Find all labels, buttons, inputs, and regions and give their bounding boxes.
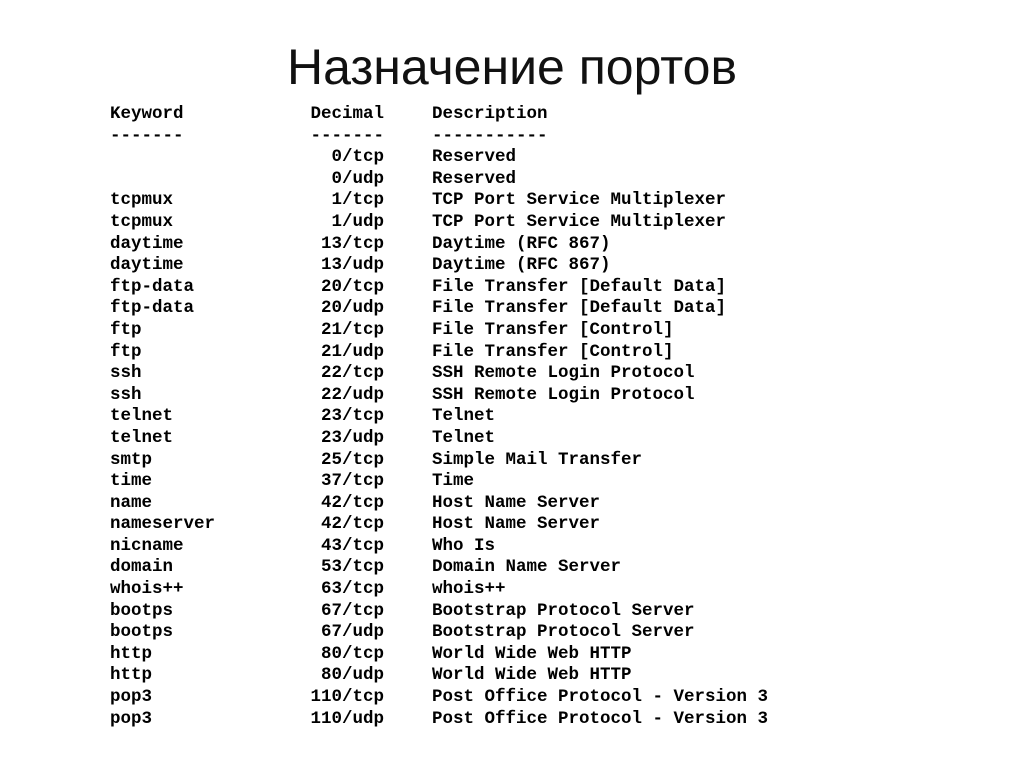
cell-description: SSH Remote Login Protocol: [432, 384, 695, 405]
cell-description: Telnet: [432, 427, 496, 448]
cell-decimal: 110/udp: [310, 708, 384, 729]
header-description: Description: [432, 104, 548, 124]
column-gap: [384, 234, 432, 256]
cell-description: Daytime (RFC 867): [432, 233, 611, 254]
cell-description: Reserved: [432, 168, 517, 189]
cell-keyword: ftp-data: [110, 298, 195, 319]
table-row: [110, 471, 768, 493]
table-header-row: [110, 104, 768, 126]
table-row: [110, 298, 768, 320]
column-gap: [384, 644, 432, 666]
column-gap: [384, 104, 432, 126]
table-row: [110, 709, 768, 731]
column-gap: [384, 212, 432, 234]
table-row: [110, 385, 768, 407]
cell-decimal: 13/tcp: [320, 233, 384, 254]
header-decimal: Decimal: [310, 104, 384, 124]
cell-description: File Transfer [Control]: [432, 341, 674, 362]
cell-decimal: 53/tcp: [320, 557, 384, 578]
cell-description: Bootstrap Protocol Server: [432, 622, 695, 643]
cell-description: File Transfer [Default Data]: [432, 298, 727, 319]
cell-keyword: telnet: [110, 427, 174, 448]
cell-keyword: ftp-data: [110, 276, 195, 297]
cell-decimal: 1/udp: [331, 211, 384, 232]
table-row: [110, 255, 768, 277]
cell-keyword: whois++: [110, 579, 184, 600]
cell-keyword: http: [110, 665, 153, 686]
column-gap: [384, 665, 432, 687]
cell-decimal: 110/tcp: [310, 687, 384, 708]
cell-description: Host Name Server: [432, 492, 601, 513]
cell-keyword: bootps: [110, 622, 174, 643]
column-gap: [384, 450, 432, 472]
cell-decimal: 13/udp: [320, 255, 384, 276]
cell-keyword: bootps: [110, 600, 174, 621]
column-gap: [384, 169, 432, 191]
cell-decimal: 80/udp: [320, 665, 384, 686]
table-row: [110, 493, 768, 515]
table-row: [110, 277, 768, 299]
cell-description: Daytime (RFC 867): [432, 255, 611, 276]
table-row: [110, 190, 768, 212]
cell-keyword: domain: [110, 557, 174, 578]
cell-description: File Transfer [Control]: [432, 319, 674, 340]
table-row: [110, 363, 768, 385]
cell-decimal: 80/tcp: [320, 643, 384, 664]
slide-title: Назначение портов: [287, 38, 737, 95]
cell-description: Simple Mail Transfer: [432, 449, 643, 470]
column-gap: [384, 126, 432, 148]
column-gap: [384, 709, 432, 731]
column-gap: [384, 342, 432, 364]
table-row: [110, 320, 768, 342]
column-gap: [384, 493, 432, 515]
column-gap: [384, 687, 432, 709]
column-gap: [384, 406, 432, 428]
cell-keyword: telnet: [110, 406, 174, 427]
cell-description: TCP Port Service Multiplexer: [432, 211, 727, 232]
column-gap: [384, 363, 432, 385]
underline-description: -----------: [432, 125, 548, 146]
table-row: [110, 622, 768, 644]
cell-keyword: name: [110, 492, 153, 513]
table-row: [110, 536, 768, 558]
cell-description: File Transfer [Default Data]: [432, 276, 727, 297]
cell-decimal: 63/tcp: [320, 579, 384, 600]
table-row: [110, 342, 768, 364]
cell-description: Bootstrap Protocol Server: [432, 600, 695, 621]
cell-keyword: smtp: [110, 449, 153, 470]
cell-keyword: ftp: [110, 341, 142, 362]
cell-decimal: 42/tcp: [320, 492, 384, 513]
cell-description: Post Office Protocol - Version 3: [432, 687, 769, 708]
underline-keyword: -------: [110, 125, 184, 146]
cell-decimal: 21/udp: [320, 341, 384, 362]
table-row: [110, 406, 768, 428]
table-row: [110, 644, 768, 666]
cell-keyword: daytime: [110, 255, 184, 276]
cell-description: Post Office Protocol - Version 3: [432, 708, 769, 729]
cell-decimal: 67/udp: [320, 622, 384, 643]
table-row: [110, 450, 768, 472]
cell-decimal: 23/udp: [320, 427, 384, 448]
cell-decimal: 20/udp: [320, 298, 384, 319]
cell-decimal: 1/tcp: [331, 190, 384, 211]
cell-decimal: 23/tcp: [320, 406, 384, 427]
cell-decimal: 22/tcp: [320, 363, 384, 384]
column-gap: [384, 255, 432, 277]
cell-keyword: ssh: [110, 384, 142, 405]
column-gap: [384, 428, 432, 450]
column-gap: [384, 385, 432, 407]
cell-description: TCP Port Service Multiplexer: [432, 190, 727, 211]
underline-decimal: -------: [310, 125, 384, 146]
cell-keyword: http: [110, 643, 153, 664]
cell-keyword: ssh: [110, 363, 142, 384]
cell-description: whois++: [432, 579, 506, 600]
cell-decimal: 42/tcp: [320, 514, 384, 535]
column-gap: [384, 601, 432, 623]
cell-decimal: 20/tcp: [320, 276, 384, 297]
cell-description: World Wide Web HTTP: [432, 665, 632, 686]
cell-keyword: ftp: [110, 319, 142, 340]
table-row: [110, 147, 768, 169]
column-gap: [384, 579, 432, 601]
cell-description: Domain Name Server: [432, 557, 622, 578]
cell-decimal: 0/udp: [331, 168, 384, 189]
cell-description: Host Name Server: [432, 514, 601, 535]
header-keyword: Keyword: [110, 104, 184, 124]
column-gap: [384, 298, 432, 320]
cell-description: Time: [432, 471, 475, 492]
cell-keyword: daytime: [110, 233, 184, 254]
cell-keyword: [110, 147, 278, 169]
column-gap: [384, 147, 432, 169]
column-gap: [384, 320, 432, 342]
cell-keyword: [110, 169, 278, 191]
column-gap: [384, 622, 432, 644]
cell-description: Reserved: [432, 147, 517, 168]
cell-description: Telnet: [432, 406, 496, 427]
cell-decimal: 25/tcp: [320, 449, 384, 470]
cell-keyword: nameserver: [110, 514, 216, 535]
column-gap: [384, 557, 432, 579]
column-gap: [384, 277, 432, 299]
cell-keyword: tcpmux: [110, 190, 174, 211]
table-row: [110, 514, 768, 536]
cell-keyword: nicname: [110, 535, 184, 556]
cell-keyword: tcpmux: [110, 211, 174, 232]
table-row: [110, 169, 768, 191]
cell-decimal: 21/tcp: [320, 319, 384, 340]
cell-decimal: 37/tcp: [320, 471, 384, 492]
column-gap: [384, 536, 432, 558]
cell-decimal: 43/tcp: [320, 535, 384, 556]
cell-description: World Wide Web HTTP: [432, 643, 632, 664]
cell-description: SSH Remote Login Protocol: [432, 363, 695, 384]
table-row: [110, 687, 768, 709]
table-row: [110, 579, 768, 601]
column-gap: [384, 471, 432, 493]
cell-decimal: 0/tcp: [331, 147, 384, 168]
cell-description: Who Is: [432, 535, 496, 556]
table-row: [110, 557, 768, 579]
table-row: [110, 601, 768, 623]
table-row: [110, 234, 768, 256]
cell-decimal: 22/udp: [320, 384, 384, 405]
table-row: [110, 212, 768, 234]
column-gap: [384, 190, 432, 212]
table-underline-row: [110, 126, 768, 148]
column-gap: [384, 514, 432, 536]
cell-decimal: 67/tcp: [320, 600, 384, 621]
cell-keyword: pop3: [110, 687, 153, 708]
cell-keyword: pop3: [110, 708, 153, 729]
table-row: [110, 665, 768, 687]
cell-keyword: time: [110, 471, 153, 492]
table-row: [110, 428, 768, 450]
port-table: [110, 104, 768, 730]
